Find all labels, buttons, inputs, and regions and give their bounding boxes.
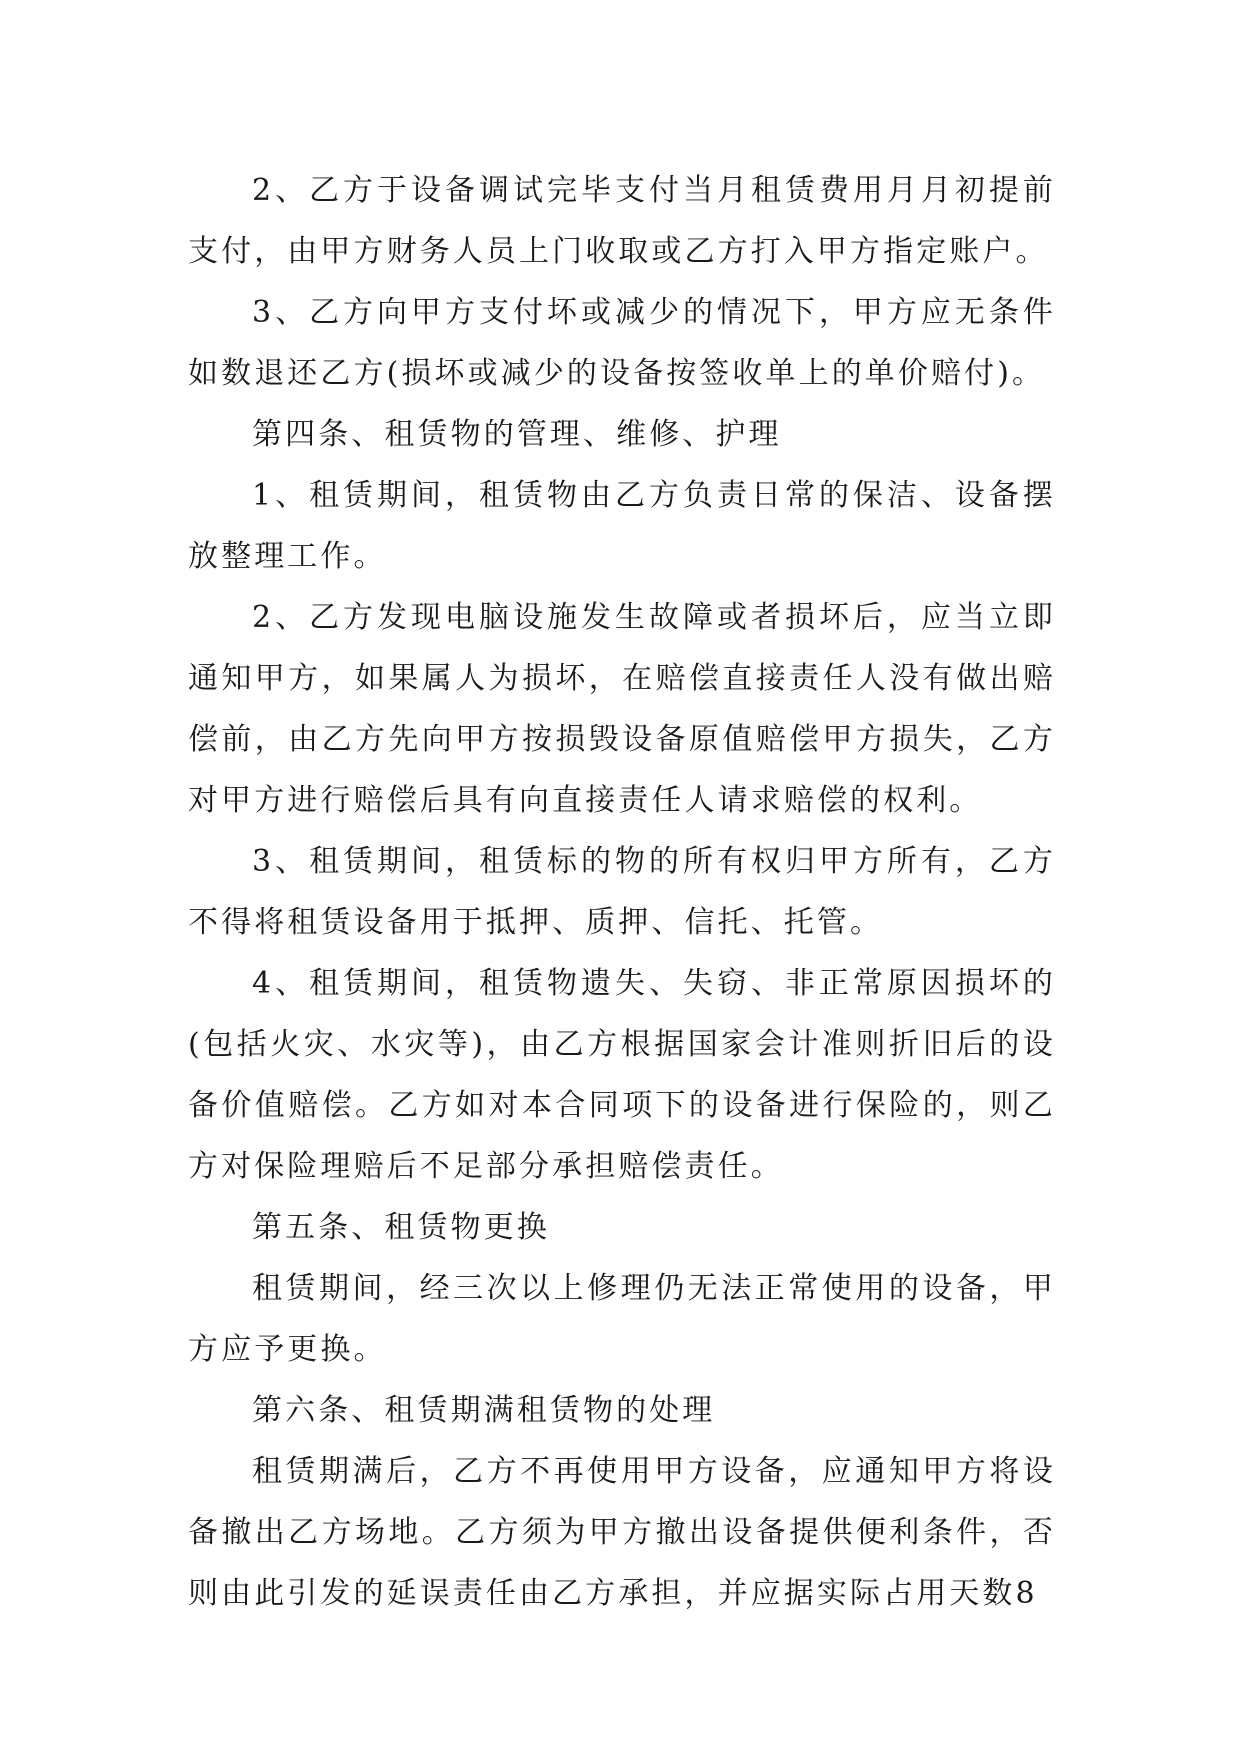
clause-4-item-2: 2、乙方发现电脑设施发生故障或者损坏后，应当立即通知甲方，如果属人为损坏，在赔偿直接责任人没有做出赔偿前，由乙方先向甲方按损毁设备原值赔偿甲方损失，乙方对甲方进行赔偿后具有向直接责任人请求赔偿的权利。 [188,600,1056,818]
clause-4-item-1: 1、租赁期间，租赁物由乙方负责日常的保洁、设备摆放整理工作。 [188,478,1056,574]
clause-4-item-3: 3、租赁期间，租赁标的物的所有权归甲方所有，乙方不得将租赁设备用于抵押、质押、信托、托管。 [188,844,1056,940]
clause-4-item-4: 4、租赁期间，租赁物遗失、失窃、非正常原因损坏的(包括火灾、水灾等)，由乙方根据国家会计准则折旧后的设备价值赔偿。乙方如对本合同项下的设备进行保险的，则乙方对保险理赔后不足部分承担赔偿责任。 [188,966,1056,1184]
clause-4-heading: 第四条、租赁物的管理、维修、护理 [252,417,782,452]
clause-5-body: 租赁期间，经三次以上修理仍无法正常使用的设备，甲方应予更换。 [188,1271,1056,1367]
clause-6-body: 租赁期满后，乙方不再使用甲方设备，应通知甲方将设备撤出乙方场地。乙方须为甲方撤出设备提供便利条件，否则由此引发的延误责任由乙方承担，并应据实际占用天数8 [188,1454,1056,1611]
document-body [188,160,1056,1624]
clause-3-item-3: 3、乙方向甲方支付坏或减少的情况下，甲方应无条件如数退还乙方(损坏或减少的设备按签收单上的单价赔付)。 [188,295,1056,391]
clause-3-item-2: 2、乙方于设备调试完毕支付当月租赁费用月月初提前支付，由甲方财务人员上门收取或乙方打入甲方指定账户。 [188,173,1056,269]
clause-6-heading: 第六条、租赁期满租赁物的处理 [252,1393,716,1428]
clause-5-heading: 第五条、租赁物更换 [252,1210,550,1245]
